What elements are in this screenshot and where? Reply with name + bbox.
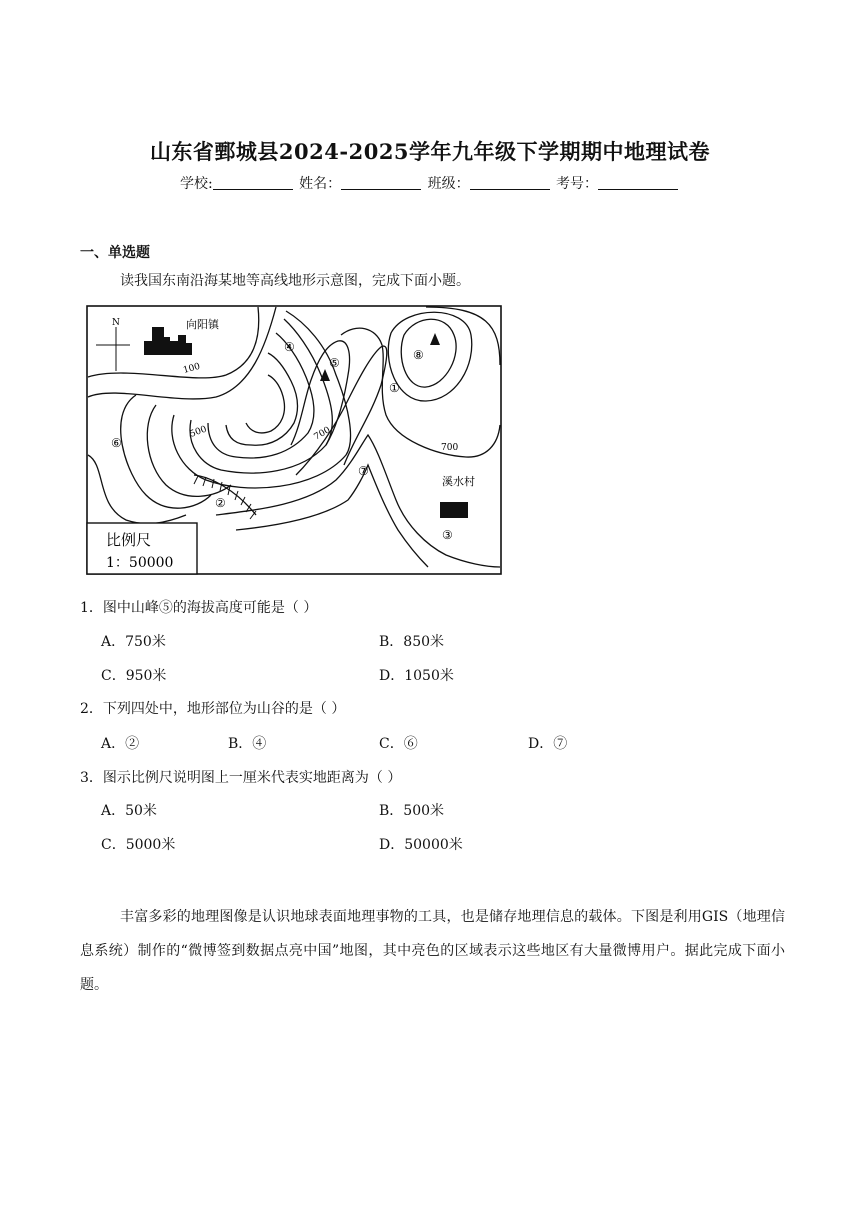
question-1-option-c[interactable]: C．950米 — [101, 668, 167, 684]
north-label: N — [112, 318, 120, 328]
town-label: 向阳镇 — [186, 318, 219, 331]
school-blank[interactable] — [213, 175, 293, 190]
point-6-label: ⑥ — [111, 436, 122, 450]
contour-label-500: 500 — [188, 424, 209, 440]
question-2-option-d[interactable]: D．⑦ — [528, 736, 568, 752]
question-1-option-b[interactable]: B．850米 — [379, 634, 445, 650]
passage-paragraph: 丰富多彩的地理图像是认识地球表面地理事物的工具，也是储存地理信息的载体。下图是利用GIS（地理信息系统）制作的“微博签到数据点亮中国”地图，其中亮色的区域表示这些地区有大量微博用户。据此完成下面小题。 — [80, 909, 785, 993]
question-2-option-a[interactable]: A．② — [101, 736, 140, 752]
question-1-option-d[interactable]: D．1050米 — [379, 668, 454, 684]
village-icon — [440, 502, 468, 518]
question-3-option-b[interactable]: B．500米 — [379, 803, 445, 819]
point-7-label: ⑦ — [358, 464, 369, 478]
contour-map — [86, 305, 502, 575]
contour-label-700-a: 700 — [312, 425, 333, 443]
point-5-label: ⑤ — [329, 356, 340, 370]
contour-label-100: 100 — [182, 361, 202, 376]
name-blank[interactable] — [341, 175, 421, 190]
question-2-option-c[interactable]: C．⑥ — [379, 736, 418, 752]
scale-title: 比例尺 — [106, 531, 152, 549]
exam-number-label: 考号： — [556, 176, 599, 192]
question-2-option-b[interactable]: B．④ — [228, 736, 267, 752]
exam-title: 山东省鄄城县2024-2025学年九年级下学期期中地理试卷 — [149, 139, 711, 164]
village-label: 溪水村 — [442, 475, 475, 488]
point-3-label: ③ — [442, 528, 453, 542]
question-3-option-d[interactable]: D．50000米 — [379, 837, 463, 853]
exam-number-blank[interactable] — [598, 175, 678, 190]
question-3-option-a[interactable]: A．50米 — [101, 803, 157, 819]
question-1-option-a[interactable]: A．750米 — [101, 634, 166, 650]
point-2-label: ② — [215, 496, 226, 510]
scale-value: 1：50000 — [106, 555, 174, 571]
class-blank[interactable] — [470, 175, 550, 190]
school-label: 学校: — [179, 176, 213, 192]
question-3-stem: 3．图示比例尺说明图上一厘米代表实地距离为（ ） — [80, 770, 402, 786]
class-label: 班级： — [427, 176, 470, 192]
question-intro: 读我国东南沿海某地等高线地形示意图，完成下面小题。 — [120, 273, 470, 289]
question-3-option-c[interactable]: C．5000米 — [101, 837, 176, 853]
question-1-stem: 1．图中山峰⑤的海拔高度可能是（ ） — [80, 600, 318, 616]
student-info-line — [0, 173, 860, 193]
section-title: 一、单选题 — [80, 245, 150, 261]
point-4-label: ④ — [284, 340, 295, 354]
point-8-label: ⑧ — [413, 348, 424, 362]
question-2-stem: 2．下列四处中，地形部位为山谷的是（ ） — [80, 701, 346, 717]
point-1-label: ① — [389, 381, 400, 395]
name-label: 姓名： — [299, 176, 342, 192]
contour-label-700-b: 700 — [441, 443, 459, 453]
